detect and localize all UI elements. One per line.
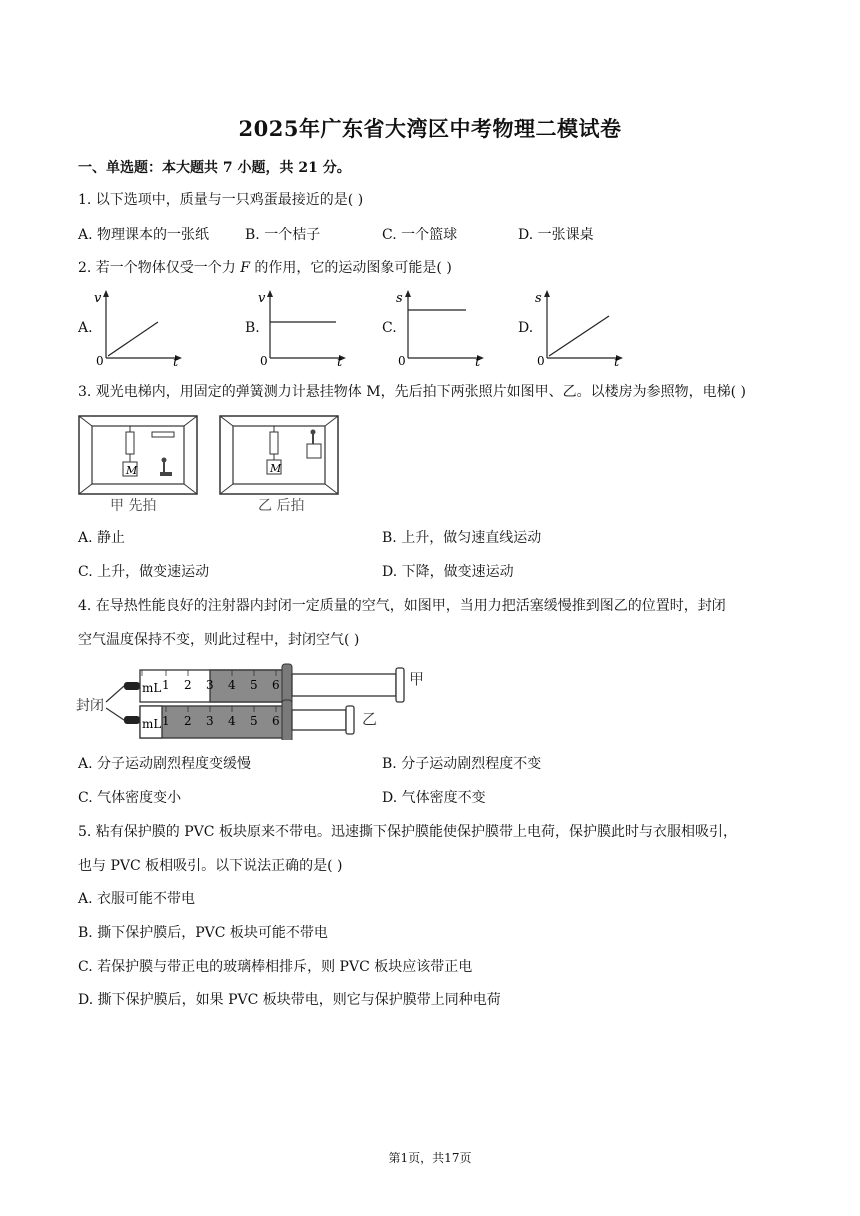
q2d-origin: 0 <box>537 354 545 368</box>
q3-option-d: D. 下降，做变速运动 <box>382 564 514 580</box>
q4-jia-tick-1: 1 <box>162 678 170 692</box>
question-3-stem: 3. 观光电梯内，用固定的弹簧测力计悬挂物体 M，先后拍下两张照片如图甲、乙。以楼房为参照物，电梯( ) <box>78 384 746 400</box>
q4-yi-tick-5: 5 <box>250 714 258 728</box>
q4-yi-tick-3: 3 <box>206 714 214 728</box>
elevator-photo-jia <box>79 416 197 494</box>
q2a-x-label: t <box>173 355 179 368</box>
q4-option-d: D. 气体密度不变 <box>382 790 486 806</box>
q3-mass-yi: M <box>270 462 282 475</box>
q4-jia-tick-4: 4 <box>228 678 236 692</box>
q3-option-b: B. 上升，做匀速直线运动 <box>382 530 542 546</box>
q2-label-b: B. <box>245 320 260 336</box>
q4-yi-tick-6: 6 <box>272 714 280 728</box>
q4-jia-tick-6: 6 <box>272 678 280 692</box>
q2a-origin: 0 <box>96 354 104 368</box>
syringe-yi <box>124 700 377 740</box>
q4-yi-tick-4: 4 <box>228 714 236 728</box>
q2d-x-label: t <box>614 355 620 368</box>
q2-graph-b <box>256 286 352 368</box>
q4-unit-yi: mL <box>142 717 162 731</box>
q5-option-d: D. 撕下保护膜后，如果 PVC 板块带电，则它与保护膜带上同种电荷 <box>78 992 501 1008</box>
q2a-y-label: v <box>94 291 102 306</box>
page-title: 2025年广东省大湾区中考物理二模试卷 <box>238 116 622 141</box>
q5-option-a: A. 衣服可能不带电 <box>78 891 196 907</box>
q2c-x-label: t <box>475 355 481 368</box>
q4-option-a: A. 分子运动剧烈程度变缓慢 <box>78 756 252 772</box>
q3-option-a: A. 静止 <box>78 530 126 546</box>
q3-elevator-figure <box>78 412 358 516</box>
q2c-y-label: s <box>396 291 403 306</box>
q2c-origin: 0 <box>398 354 406 368</box>
q4-unit-jia: mL <box>142 681 162 695</box>
q1-option-c: C. 一个篮球 <box>382 227 458 243</box>
q4-jia-tick-2: 2 <box>184 678 192 692</box>
page-footer: 第1页，共17页 <box>388 1151 472 1165</box>
q2-graph-a <box>92 286 188 368</box>
q2-graph-c <box>394 286 490 368</box>
q1-option-b: B. 一个桔子 <box>245 227 321 243</box>
q1-option-d: D. 一张课桌 <box>518 227 594 243</box>
q3-caption-jia: 甲 先拍 <box>110 498 157 514</box>
q1-option-a: A. 物理课本的一张纸 <box>78 227 210 243</box>
elevator-photo-yi <box>220 416 338 494</box>
q2-graph-d <box>533 286 629 368</box>
question-1-stem: 1. 以下选项中，质量与一只鸡蛋最接近的是( ) <box>78 192 364 208</box>
q4-jia-tick-3: 3 <box>206 678 214 692</box>
q5-option-c: C. 若保护膜与带正电的玻璃棒相排斥，则 PVC 板块应该带正电 <box>78 959 473 975</box>
q2-label-a: A. <box>78 320 93 336</box>
q4-syringe-figure <box>76 662 436 740</box>
question-4-stem-line-1: 4. 在导热性能良好的注射器内封闭一定质量的空气，如图甲，当用力把活塞缓慢推到图乙的位置时，封闭 <box>78 598 726 614</box>
q2b-x-label: t <box>337 355 343 368</box>
q3-mass-jia: M <box>126 464 138 477</box>
q2d-y-label: s <box>535 291 542 306</box>
q3-caption-yi: 乙 后拍 <box>258 498 305 514</box>
q4-option-c: C. 气体密度变小 <box>78 790 182 806</box>
q4-label-jia: 甲 <box>409 670 425 688</box>
section-heading: 一、单选题：本大题共 7 小题，共 21 分。 <box>78 160 351 176</box>
q4-option-b: B. 分子运动剧烈程度不变 <box>382 756 542 772</box>
q2-label-d: D. <box>518 320 534 336</box>
q4-jia-tick-5: 5 <box>250 678 258 692</box>
q2b-origin: 0 <box>260 354 268 368</box>
q4-yi-tick-1: 1 <box>162 714 170 728</box>
q4-yi-tick-2: 2 <box>184 714 192 728</box>
q4-seal-label: 封闭 <box>76 698 104 714</box>
q5-option-b: B. 撕下保护膜后，PVC 板块可能不带电 <box>78 925 328 941</box>
question-4-stem-line-2: 空气温度保持不变，则此过程中，封闭空气( ) <box>78 632 360 648</box>
q2b-y-label: v <box>258 291 266 306</box>
q4-label-yi: 乙 <box>362 710 378 728</box>
question-5-stem-line-1: 5. 粘有保护膜的 PVC 板块原来不带电。迅速撕下保护膜能使保护膜带上电荷，保护膜此时与衣服相吸引， <box>78 824 737 840</box>
question-5-stem-line-2: 也与 PVC 板相吸引。以下说法正确的是( ) <box>78 858 343 874</box>
q2-label-c: C. <box>382 320 397 336</box>
q3-option-c: C. 上升，做变速运动 <box>78 564 210 580</box>
syringe-jia <box>124 664 424 708</box>
question-2-stem: 2. 若一个物体仅受一个力 F 的作用，它的运动图象可能是( ) <box>78 260 452 276</box>
